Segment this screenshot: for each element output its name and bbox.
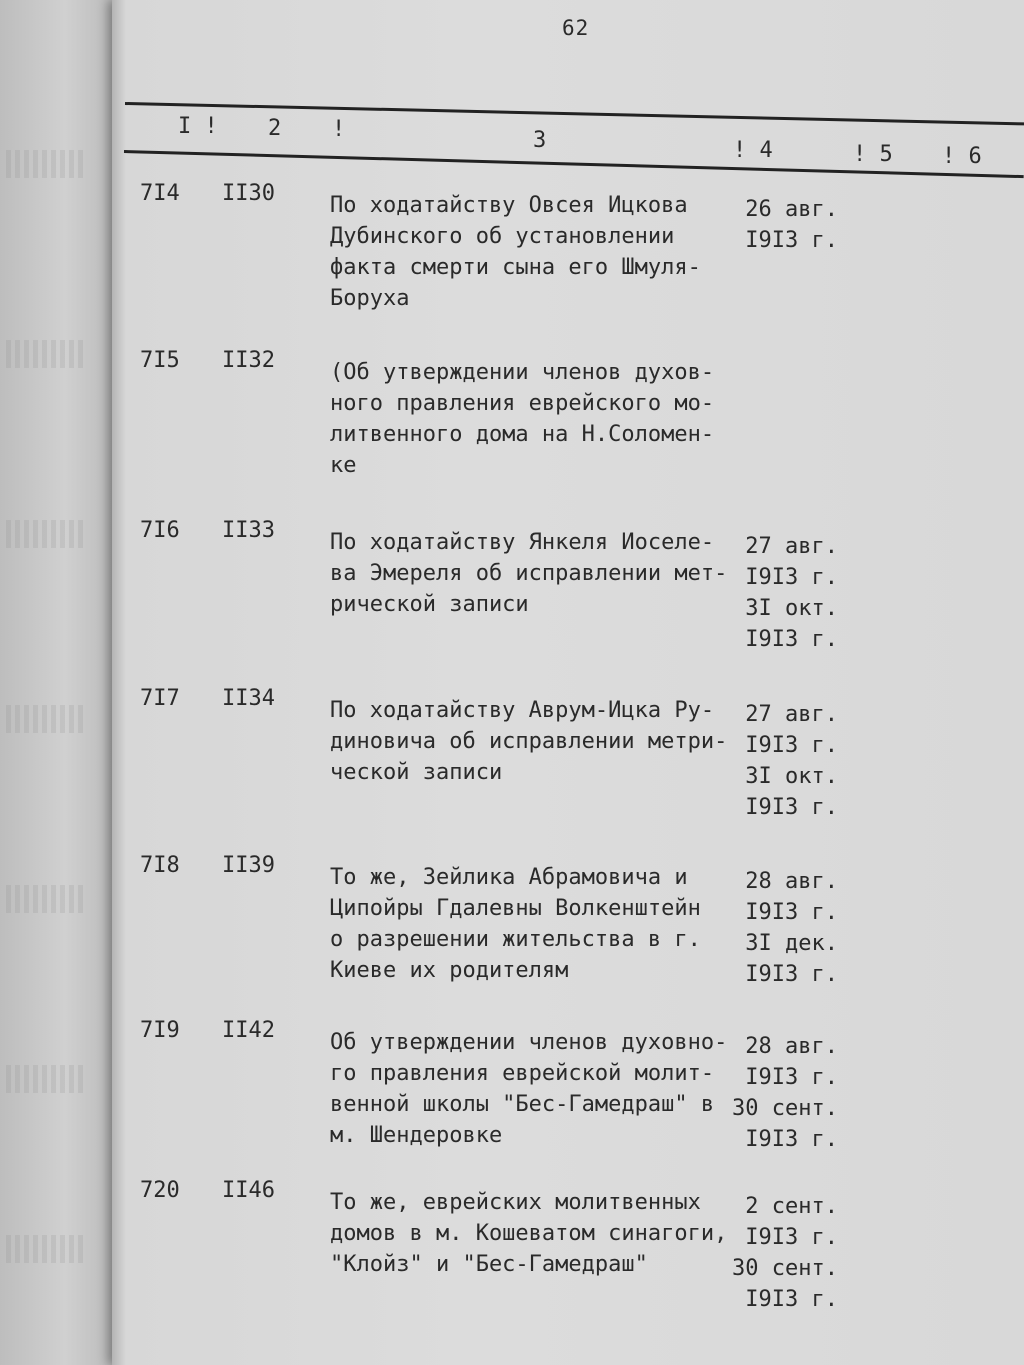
description-line: Об утверждении членов духовно- — [330, 1030, 728, 1055]
description-line: ческой записи — [330, 760, 503, 785]
date-line: 30 сент. — [732, 1096, 838, 1121]
description-line: м. Шендеровке — [330, 1123, 503, 1148]
date-line: I9I3 г. — [745, 1225, 838, 1250]
date-line: I9I3 г. — [745, 900, 838, 925]
entry-number: 720 — [140, 1178, 180, 1203]
entry-description — [330, 357, 714, 481]
header-separator-2: ! — [332, 117, 346, 142]
description-line: (Об утверждении членов духов- — [330, 360, 715, 385]
entry-dates — [745, 194, 838, 256]
description-line: ке — [330, 453, 357, 478]
date-line: 28 авг. — [745, 869, 838, 894]
bleed-through-mark — [6, 705, 86, 733]
entry-reference: II33 — [222, 518, 275, 543]
entry-description — [330, 190, 701, 314]
description-line: факта смерти сына его Шмуля- — [330, 255, 701, 280]
description-line: литвенного дома на Н.Соломен- — [330, 422, 715, 447]
entry-reference: II34 — [222, 686, 275, 711]
description-line: То же, Зейлика Абрамовича и — [330, 865, 688, 890]
entry-dates — [745, 531, 838, 655]
bleed-through-mark — [6, 150, 86, 178]
description-line: ва Эмереля об исправлении мет- — [330, 561, 728, 586]
date-line: 3I окт. — [745, 764, 838, 789]
description-line: То же, еврейских молитвенных — [330, 1190, 701, 1215]
bleed-through-mark — [6, 340, 86, 368]
date-line: 27 авг. — [745, 534, 838, 559]
date-line: I9I3 г. — [745, 733, 838, 758]
date-line: 3I окт. — [745, 596, 838, 621]
entry-reference: II32 — [222, 348, 275, 373]
bleed-through-mark — [6, 1235, 86, 1263]
entry-number: 7I5 — [140, 348, 180, 373]
date-line: 27 авг. — [745, 702, 838, 727]
date-line: I9I3 г. — [745, 627, 838, 652]
entry-number: 7I7 — [140, 686, 180, 711]
bleed-through-mark — [6, 885, 86, 913]
entry-reference: II42 — [222, 1018, 275, 1043]
bleed-through-mark — [6, 520, 86, 548]
header-col-6: ! 6 — [942, 144, 982, 169]
date-line: 2 сент. — [745, 1194, 838, 1219]
description-line: рической записи — [330, 592, 529, 617]
entry-dates — [732, 1031, 838, 1155]
description-line: По ходатайству Янкеля Иоселе- — [330, 530, 715, 555]
entry-description — [330, 695, 727, 788]
description-line: Ципойры Гдалевны Волкенштейн — [330, 896, 701, 921]
description-line: Дубинского об установлении — [330, 224, 675, 249]
entry-reference: II39 — [222, 853, 275, 878]
description-line: Киеве их родителям — [330, 958, 569, 983]
description-line: Боруха — [330, 286, 410, 311]
entry-description — [330, 1027, 727, 1151]
date-line: 3I дек. — [745, 931, 838, 956]
description-line: диновича об исправлении метри- — [330, 729, 728, 754]
entry-reference: II30 — [222, 181, 275, 206]
entry-reference: II46 — [222, 1178, 275, 1203]
date-line: 28 авг. — [745, 1034, 838, 1059]
header-col-2: 2 — [268, 116, 282, 141]
entry-dates — [732, 1191, 838, 1315]
header-col-4: ! 4 — [733, 138, 773, 163]
date-line: 30 сент. — [732, 1256, 838, 1281]
description-line: о разрешении жительства в г. — [330, 927, 701, 952]
date-line: I9I3 г. — [745, 228, 838, 253]
header-col-5: ! 5 — [853, 142, 893, 167]
header-col-3: 3 — [533, 128, 547, 153]
left-page-edge — [0, 0, 118, 1365]
description-line: го правления еврейской молит- — [330, 1061, 715, 1086]
date-line: 26 авг. — [745, 197, 838, 222]
entry-description — [330, 1187, 727, 1280]
date-line: I9I3 г. — [745, 962, 838, 987]
bleed-through-mark — [6, 1065, 86, 1093]
entry-number: 7I8 — [140, 853, 180, 878]
description-line: венной школы "Бес-Гамедраш" в — [330, 1092, 715, 1117]
date-line: I9I3 г. — [745, 565, 838, 590]
entry-dates — [745, 866, 838, 990]
date-line: I9I3 г. — [745, 1065, 838, 1090]
entry-dates — [745, 699, 838, 823]
entry-number: 7I9 — [140, 1018, 180, 1043]
entry-number: 7I6 — [140, 518, 180, 543]
page-number: 62 — [562, 16, 590, 40]
entry-description — [330, 527, 727, 620]
description-line: ного правления еврейского мо- — [330, 391, 715, 416]
description-line: По ходатайству Аврум-Ицка Ру- — [330, 698, 715, 723]
entry-description — [330, 862, 701, 986]
date-line: I9I3 г. — [745, 1287, 838, 1312]
date-line: I9I3 г. — [745, 1127, 838, 1152]
header-col-1: I ! — [178, 114, 218, 139]
entry-number: 7I4 — [140, 181, 180, 206]
description-line: По ходатайству Овсея Ицкова — [330, 193, 688, 218]
description-line: "Клойз" и "Бес-Гамедраш" — [330, 1252, 648, 1277]
description-line: домов в м. Кошеватом синагоги, — [330, 1221, 728, 1246]
date-line: I9I3 г. — [745, 795, 838, 820]
